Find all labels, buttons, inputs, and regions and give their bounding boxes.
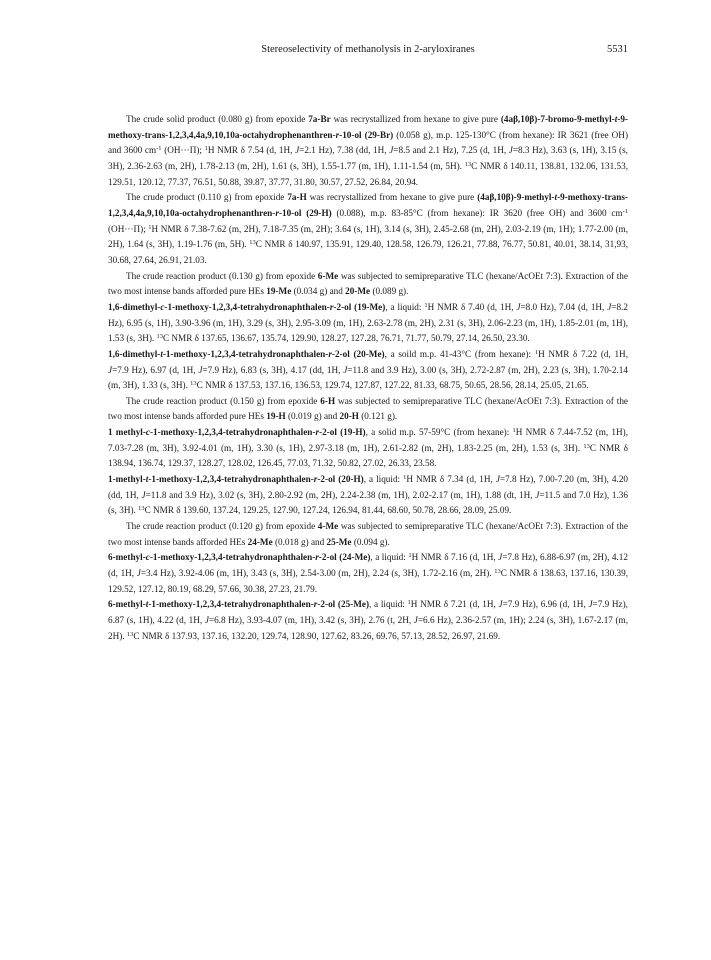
- superscript: 1: [534, 348, 539, 356]
- text-run: =8.2 Hz), 6.95 (s, 1H), 3.90-3.96 (m, 1H), 3.29 (s, 3H), 2.95-3.09 (m, 1H), 2.63-2.78 (m, 2H), 2.31 (s, 3H), 2.06-2.23 (m, 1H), 1.85-2.01 (m, 1H), 1.53 (s, 3H).: [108, 301, 628, 344]
- text-run: t: [160, 348, 163, 359]
- text-run: =7.9 Hz), 6.83 (s, 3H), 4.17 (dd, 1H,: [202, 364, 344, 375]
- text-run: =11.8 and 3.9 Hz), 3.02 (s, 3H), 2.80-2.92 (m, 2H), 2.24-2.38 (m, 1H), 2.02-2.17 (m, 1H), 1.88 (dt, 1H,: [145, 489, 536, 500]
- text-run: H NMR δ 7.21 (d, 1H,: [410, 599, 499, 610]
- text-run: 19-H: [266, 411, 286, 422]
- text-run: 6-methyl-: [108, 552, 146, 563]
- text-run: =7.9 Hz), 6.87 (s, 1H), 4.22 (d, 1H,: [108, 599, 628, 625]
- text-run: r: [335, 129, 340, 140]
- text-run: =11.8 and 3.9 Hz), 3.00 (s, 3H), 2.72-2.87 (m, 2H), 2.23 (s, 3H), 1.70-2.14 (m, 3H), 1.33 (s, 3H).: [108, 364, 628, 391]
- text-run: (4aβ,10β)-7-bromo-9-methyl-: [500, 114, 615, 124]
- text-run: -9-methoxy-trans-1,2,3,4,4a,9,10,10a-octahydrophenanthren-: [108, 114, 628, 140]
- text-run: was recrystallized from hexane to give pure: [306, 192, 478, 203]
- text-run: , a liquid:: [385, 301, 425, 312]
- text-run: , a liquid:: [369, 599, 408, 610]
- text-run: C NMR δ 138.63, 137.16, 130.39, 129.52, 127.12, 80.19, 68.29, 57.66, 30.38, 27.23, 21.79.: [108, 568, 629, 594]
- text-run: 1,6-dimethyl-: [108, 301, 161, 312]
- text-run: -2-ol (20-Me): [331, 348, 385, 359]
- text-run: H NMR δ 7.34 (d, 1H,: [406, 474, 496, 485]
- text-run: C NMR δ 138.94, 136.74, 129.37, 128.27, 128.02, 126.45, 77.03, 71.32, 50.82, 27.02, 26.33, 23.58.: [108, 442, 628, 469]
- text-run: =7.8 Hz), 7.00-7.20 (m, 3H), 4.20 (dd, 1H,: [108, 474, 629, 500]
- text-run: (0.089 g).: [370, 286, 409, 297]
- text-run: -1-methoxy-1,2,3,4-tetrahydronaphthalen-: [149, 552, 316, 563]
- text-run: -1-methoxy-1,2,3,4-tetrahydronaphthalen-: [148, 599, 314, 610]
- text-run: -1-methoxy-1,2,3,4-tetrahydronaphthalen-: [164, 301, 330, 312]
- compound-entry: [108, 300, 628, 347]
- text-run: J: [295, 145, 300, 156]
- text-run: r: [315, 427, 320, 438]
- superscript: 1: [407, 599, 411, 607]
- text-run: 6-methyl-: [108, 599, 146, 610]
- text-run: C NMR δ 140.97, 135.91, 129.40, 128.58, 126.79, 126.21, 77.88, 76.77, 50.81, 40.01, 38.14, 31,93, 30.68, 27.64, 26.91, 21.03.: [108, 239, 628, 265]
- text-run: was subjected to semipreparative TLC (hexane/AcOEt 7:3). Extraction of the two most intense bands afforded HEs: [108, 521, 628, 547]
- text-run: -1-methoxy-1,2,3,4-tetrahydronaphthalen-: [148, 474, 314, 485]
- superscript: 1: [148, 223, 152, 231]
- text-run: 1,6-dimethyl-: [108, 348, 161, 359]
- text-run: J: [108, 364, 113, 375]
- text-run: -2-ol (25-Me): [317, 599, 370, 610]
- superscript: 13: [138, 505, 145, 513]
- text-run: -10-ol (29-H): [278, 207, 332, 218]
- text-run: (0.088), m.p. 83-85°C (from hexane): IR 3620 (free OH) and 3600 cm: [331, 207, 623, 218]
- text-run: =6.8 Hz), 3.93-4.07 (m, 1H), 3.42 (s, 3H), 2.76 (t, 2H,: [208, 615, 414, 625]
- text-run: , a solid m.p. 57-59°C (from hexane):: [365, 427, 513, 438]
- compound-entry: [108, 597, 628, 644]
- body-paragraph: [108, 269, 628, 300]
- text-run: J: [413, 615, 418, 625]
- text-run: =8.3 Hz), 3.63 (s, 1H), 3.15 (s, 3H), 2.36-2.63 (m, 2H), 1.78-2.13 (m, 2H), 1.61 (s, 3H), 1.55-1.77 (m, 1H), 1.11-1.54 (m, 5H).: [108, 145, 628, 171]
- article-body: [108, 112, 628, 644]
- superscript: 1: [408, 552, 412, 560]
- superscript: 13: [156, 333, 163, 341]
- body-paragraph: [108, 190, 628, 268]
- text-run: -2-ol (24-Me): [318, 552, 371, 563]
- text-run: c: [160, 301, 165, 312]
- superscript: 1: [512, 427, 516, 435]
- text-run: 25-Me: [326, 536, 352, 547]
- text-run: H NMR δ 7.22 (d, 1H,: [538, 348, 628, 359]
- text-run: H NMR δ 7.40 (d, 1H,: [427, 301, 517, 312]
- text-run: J: [204, 615, 209, 625]
- text-run: (0.121 g).: [358, 411, 398, 422]
- text-run: The crude reaction product (0.120 g) from epoxide: [126, 521, 318, 532]
- superscript: 13: [190, 380, 197, 388]
- page-number: 5531: [607, 44, 628, 55]
- superscript: 1: [403, 474, 407, 482]
- text-run: (0.094 g).: [351, 536, 390, 547]
- text-run: r: [329, 301, 334, 312]
- text-run: (0.034 g) and: [291, 286, 346, 297]
- text-run: C NMR δ 140.11, 138.81, 132.06, 131.53, 129.51, 120.12, 77.37, 76.51, 50.88, 39.87, 37.77, 31.80, 30.57, 27.52, 26.84, 20.94.: [108, 160, 628, 187]
- text-run: t: [554, 192, 558, 203]
- text-run: J: [198, 364, 203, 375]
- text-run: 20-Me: [345, 286, 371, 297]
- text-run: -1-methoxy-1,2,3,4-tetrahydronaphthalen-: [162, 348, 329, 359]
- text-run: J: [343, 364, 348, 375]
- compound-entry: [108, 347, 628, 394]
- text-run: was subjected to semipreparative TLC (hexane/AcOEt 7:3). Extraction of the two most intense bands afforded pure HEs: [108, 270, 628, 297]
- text-run: J: [535, 489, 540, 500]
- superscript: -1: [156, 145, 162, 153]
- superscript: 13: [249, 239, 256, 247]
- text-run: , a soild m.p. 41-43°C (from hexane):: [384, 348, 535, 359]
- compound-entry: [108, 550, 628, 597]
- text-run: (0.058 g), m.p. 125-130°C (from hexane): IR 3621 (free OH) and 3600 cm: [108, 129, 628, 156]
- compound-entry: [108, 472, 628, 519]
- text-run: (OH···Π);: [161, 145, 205, 156]
- text-run: =11.5 and 7.0 Hz), 1.36 (s, 3H).: [108, 489, 628, 516]
- text-run: H NMR δ 7.16 (d, 1H,: [411, 552, 499, 563]
- text-run: J: [498, 552, 503, 563]
- text-run: (OH···Π);: [108, 223, 149, 234]
- text-run: c: [145, 552, 150, 563]
- superscript: 13: [126, 630, 134, 638]
- text-run: 4-Me: [317, 521, 339, 532]
- text-run: was subjected to semipreparative TLC (hexane/AcOEt 7:3). Extraction of the two most intense bands afforded pure HEs: [108, 395, 628, 422]
- text-run: 19-Me: [266, 286, 292, 297]
- text-run: H NMR δ 7.38-7.62 (m, 2H), 7.18-7.35 (m, 2H); 3.64 (s, 1H), 3.14 (s, 3H), 2.45-2.68 (m, 2H), 2.03-2.19 (m, 1H); 1.77-2.00 (m, 2H), 1.64 (s, 3H), 1.19-1.76 (m, 5H).: [108, 223, 628, 250]
- text-run: J: [141, 489, 146, 500]
- text-run: J: [607, 301, 612, 312]
- text-run: 1 methyl-: [108, 427, 146, 438]
- running-header: [108, 44, 628, 60]
- text-run: H NMR δ 7.44-7.52 (m, 1H), 7.03-7.28 (m, 3H), 3.92-4.01 (m, 1H), 3.30 (s, 1H), 2.97-3.18 (m, 1H), 2.61-2.82 (m, 2H), 1.83-2.25 (m, 2H), 1.53 (s, 3H).: [108, 427, 629, 453]
- superscript: 1: [204, 145, 208, 153]
- text-run: c: [145, 427, 150, 438]
- text-run: =3.4 Hz), 3.92-4.06 (m, 1H), 3.43 (s, 3H), 2.54-3.00 (m, 2H), 2.24 (s, 3H), 1.72-2.16 (m, 2H).: [140, 568, 495, 579]
- text-run: J: [389, 145, 394, 156]
- text-run: , a liquid:: [370, 552, 409, 563]
- text-run: t: [614, 114, 618, 124]
- text-run: J: [495, 474, 500, 485]
- superscript: -1: [622, 207, 628, 215]
- superscript: 13: [583, 442, 590, 450]
- text-run: J: [588, 599, 593, 610]
- text-run: =6.6 Hz), 2.36-2.57 (m, 1H); 2.24 (s, 3H), 1.67-2.17 (m, 2H).: [108, 615, 628, 641]
- text-run: =2.1 Hz), 7.38 (dd, 1H,: [299, 145, 390, 156]
- text-run: -2-ol (19-H): [319, 427, 366, 438]
- text-run: =8.0 Hz), 7.04 (d, 1H,: [520, 301, 608, 312]
- text-run: (0.019 g) and: [285, 411, 340, 422]
- text-run: (4aβ,10β)-9-methyl-: [477, 192, 555, 203]
- text-run: 7a-Br: [308, 114, 331, 124]
- text-run: -10-ol (29-Br): [339, 129, 394, 140]
- text-run: (0.018 g) and: [272, 536, 327, 547]
- body-paragraph: [108, 519, 628, 550]
- text-run: J: [498, 599, 503, 610]
- superscript: 13: [494, 568, 501, 576]
- text-run: r: [313, 599, 318, 610]
- text-run: -2-ol (20-H): [317, 474, 364, 485]
- superscript: 13: [464, 160, 472, 168]
- compound-entry: [108, 425, 628, 472]
- text-run: 20-H: [339, 411, 359, 422]
- superscript: 1: [424, 301, 428, 309]
- text-run: 1-methyl-: [108, 474, 146, 485]
- running-title: Stereoselectivity of methanolysis in 2-aryloxiranes: [261, 44, 475, 55]
- text-run: 24-Me: [247, 536, 273, 547]
- text-run: 7a-H: [287, 192, 307, 203]
- text-run: -1-methoxy-1,2,3,4-tetrahydronaphthalen-: [150, 427, 316, 438]
- text-run: The crude reaction product (0.130 g) from epoxide: [126, 270, 318, 281]
- text-run: H NMR δ 7.54 (d, 1H,: [207, 145, 296, 156]
- text-run: =8.5 and 2.1 Hz), 7.25 (d, 1H,: [393, 145, 509, 156]
- text-run: r: [315, 552, 319, 563]
- text-run: J: [516, 301, 521, 312]
- text-run: -2-ol (19-Me): [333, 301, 386, 312]
- text-run: =7.9 Hz), 6.97 (d, 1H,: [112, 364, 199, 375]
- text-run: =7.8 Hz), 6.88-6.97 (m, 2H), 4.12 (d, 1H,: [108, 552, 628, 579]
- text-run: was recrystallized from hexane to give pure: [330, 114, 501, 124]
- text-run: =7.9 Hz), 6.96 (d, 1H,: [502, 599, 589, 610]
- text-run: C NMR δ 137.53, 137.16, 136.53, 129.74, 127.87, 127.22, 81.33, 68.75, 50.65, 28.56, 28.14, 25.05, 21.65.: [196, 380, 589, 391]
- text-run: t: [145, 474, 149, 485]
- text-run: r: [275, 207, 279, 218]
- text-run: C NMR δ 139.60, 137.24, 129.25, 127.90, 127.24, 126.94, 81.44, 68.60, 50.78, 28.66, 28.09, 25.09.: [144, 505, 512, 516]
- text-run: r: [313, 474, 318, 485]
- text-run: 6-Me: [317, 270, 339, 281]
- body-paragraph: [108, 394, 628, 425]
- text-run: , a liquid:: [363, 474, 404, 485]
- text-run: r: [328, 348, 332, 359]
- text-run: J: [508, 145, 513, 156]
- text-run: C NMR δ 137.65, 136.67, 135.74, 129.90, 128.27, 127.28, 76.71, 71.77, 50.79, 27.14, 26.50, 23.30.: [163, 333, 530, 344]
- body-paragraph: [108, 112, 628, 190]
- text-run: The crude solid product (0.080 g) from epoxide: [126, 114, 309, 124]
- text-run: The crude product (0.110 g) from epoxide: [126, 192, 288, 203]
- text-run: J: [136, 568, 141, 579]
- text-run: -9-methoxy-trans-1,2,3,4,4a,9,10,10a-octahydrophenanthren-: [108, 192, 628, 218]
- text-run: 6-H: [320, 395, 336, 406]
- text-run: The crude reaction product (0.150 g) from epoxide: [126, 395, 321, 406]
- text-run: C NMR δ 137.93, 137.16, 132.20, 129.74, 128.90, 127.62, 83.26, 69.76, 57.13, 28.52, 26.97, 21.69.: [133, 630, 501, 641]
- text-run: t: [145, 599, 149, 610]
